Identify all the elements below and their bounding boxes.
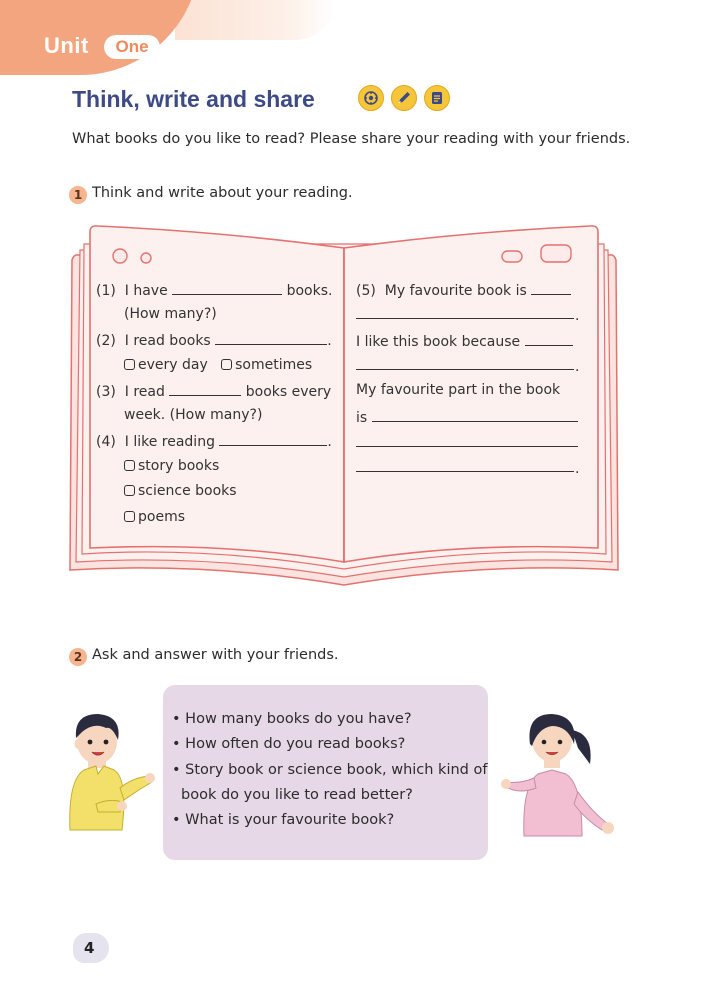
question-3-text: I read	[124, 384, 165, 400]
pencil-icon	[391, 85, 417, 111]
question-5-text: My favourite book is	[384, 283, 527, 299]
period-1: .	[575, 308, 580, 324]
answer-blank-5a[interactable]	[531, 282, 571, 295]
checkbox-sometimes[interactable]	[221, 359, 232, 370]
answer-line-part-2[interactable]	[356, 446, 578, 447]
answer-line-5b[interactable]	[356, 318, 574, 319]
question-5-number: (5)	[356, 283, 376, 299]
period-2: .	[575, 359, 580, 375]
question-1-hint: (How many?)	[124, 306, 217, 322]
answer-blank-3[interactable]	[169, 383, 241, 396]
answer-line-reason[interactable]	[356, 369, 574, 370]
brain-icon	[358, 85, 384, 111]
question-5-line	[356, 282, 571, 298]
question-1-line	[96, 282, 332, 298]
question-item-continued: book do you like to read better?	[181, 787, 413, 803]
answer-blank-1[interactable]	[172, 282, 282, 295]
question-4-text: I like reading	[124, 434, 215, 450]
unit-banner-decoration	[175, 0, 335, 40]
step-1-number: 1	[69, 186, 87, 204]
checkbox-story-books[interactable]	[124, 460, 135, 471]
favourite-part-is	[356, 409, 578, 425]
favourite-part-text: My favourite part in the book	[356, 382, 561, 398]
question-1-text: I have	[124, 283, 168, 299]
option-every-day: every day	[138, 357, 208, 373]
question-item: • How often do you read books?	[172, 736, 406, 752]
question-item: • How many books do you have?	[172, 711, 412, 727]
option-row-poems	[124, 510, 185, 524]
girl-illustration	[498, 708, 623, 848]
option-story-books: story books	[138, 458, 220, 474]
question-text: How many books do you have?	[185, 711, 412, 727]
step-2-number: 2	[69, 648, 87, 666]
intro-text: What books do you like to read? Please share your reading with your friends.	[72, 131, 631, 147]
step-1-instruction: Think and write about your reading.	[92, 185, 353, 201]
question-3-suffix: books every	[245, 384, 332, 400]
step-2-instruction: Ask and answer with your friends.	[92, 647, 339, 663]
reason-text: I like this book because	[356, 334, 521, 350]
page-title: Think, write and share	[72, 86, 315, 112]
question-3-number: (3)	[96, 384, 116, 400]
checkbox-poems[interactable]	[124, 511, 135, 522]
checkbox-science-books[interactable]	[124, 485, 135, 496]
question-text: How often do you read books?	[185, 736, 406, 752]
question-text: What is your favourite book?	[185, 812, 395, 828]
question-2-end: .	[327, 333, 332, 349]
option-poems: poems	[138, 509, 185, 525]
question-2-number: (2)	[96, 333, 116, 349]
question-4-end: .	[327, 434, 332, 450]
reason-line	[356, 333, 573, 349]
open-book-illustration	[66, 220, 622, 592]
period-3: .	[575, 461, 580, 477]
option-row-story	[124, 459, 219, 473]
unit-number: One	[104, 35, 160, 59]
question-3-line	[96, 383, 331, 399]
question-item: • Story book or science book, which kind of	[172, 762, 488, 778]
unit-banner	[0, 0, 200, 75]
option-science-books: science books	[138, 483, 237, 499]
is-text: is	[356, 410, 368, 426]
unit-label: Unit	[44, 33, 89, 58]
option-row-science	[124, 484, 237, 498]
answer-line-part-3[interactable]	[356, 471, 574, 472]
question-4-line	[96, 433, 332, 449]
answer-blank-part[interactable]	[372, 409, 578, 422]
answer-blank-4[interactable]	[219, 433, 327, 446]
question-2-line	[96, 332, 332, 348]
page-number: 4	[73, 933, 109, 963]
notepad-icon	[424, 85, 450, 111]
boy-illustration	[62, 708, 162, 833]
question-text: Story book or science book, which kind of	[185, 762, 488, 778]
question-4-number: (4)	[96, 434, 116, 450]
answer-blank-2[interactable]	[215, 332, 327, 345]
question-3-hint: week. (How many?)	[124, 407, 263, 423]
option-sometimes: sometimes	[235, 357, 313, 373]
answer-blank-reason[interactable]	[525, 333, 573, 346]
question-1-number: (1)	[96, 283, 116, 299]
question-2-options	[124, 358, 312, 372]
question-item: • What is your favourite book?	[172, 812, 395, 828]
question-2-text: I read books	[124, 333, 211, 349]
question-1-suffix: books.	[286, 283, 333, 299]
checkbox-every-day[interactable]	[124, 359, 135, 370]
